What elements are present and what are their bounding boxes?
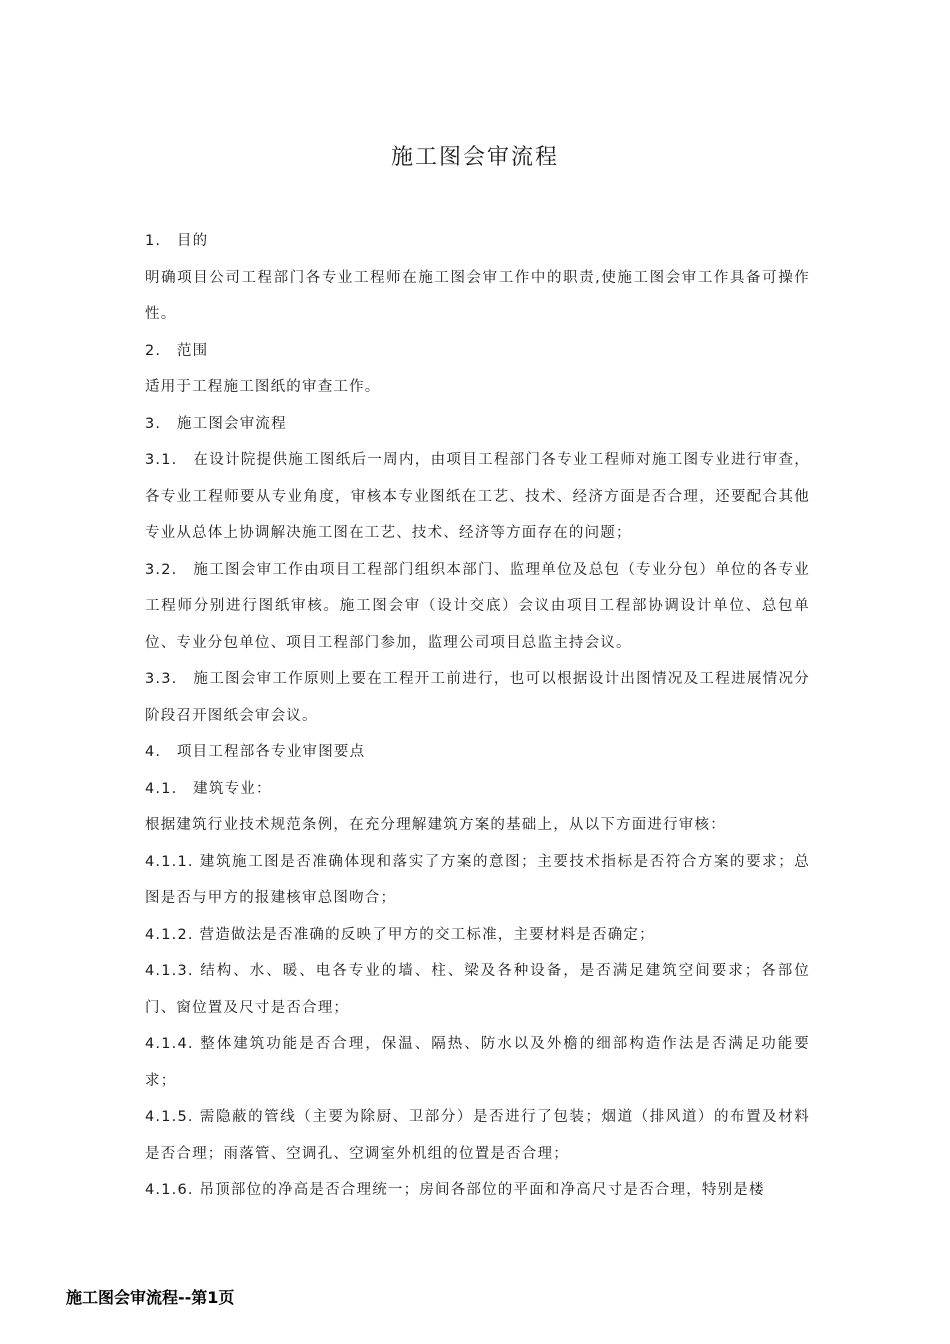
section-heading: 2. 范围 [145, 342, 209, 359]
body-paragraph: 4.1.6. 吊顶部位的净高是否合理统一；房间各部位的平面和净高尺寸是否合理，特别是楼 [145, 1182, 765, 1198]
section-heading: 4. 项目工程部各专业审图要点 [145, 744, 366, 760]
body-paragraph: 4.1.2. 营造做法是否准确的反映了甲方的交工标准，主要材料是否确定； [145, 926, 655, 943]
body-paragraph: 适用于工程施工图纸的审查工作。 [145, 379, 381, 395]
document-body [145, 223, 810, 1209]
body-paragraph: 3.2. 施工图会审工作由项目工程部门组织本部门、监理单位及总包（专业分包）单位的各专业工程师分别进行图纸审核。施工图会审（设计交底）会议由项目工程部协调设计单位、总包单位、专业分包单位、项目工程部门参加，监理公司项目总监主持会议。 [145, 561, 810, 651]
body-paragraph: 4.1.1. 建筑施工图是否准确体现和落实了方案的意图；主要技术指标是否符合方案的要求；总图是否与甲方的报建核审总图吻合； [145, 853, 810, 906]
body-paragraph: 4.1.3. 结构、水、暖、电各专业的墙、柱、梁及各种设备，是否满足建筑空间要求；各部位门、窗位置及尺寸是否合理； [145, 963, 810, 1016]
subsection-heading: 4.1. 建筑专业： [145, 780, 272, 797]
body-paragraph: 根据建筑行业技术规范条例，在充分理解建筑方案的基础上，从以下方面进行审核： [145, 817, 726, 833]
section-heading: 3. 施工图会审流程 [145, 415, 287, 432]
page-footer: 施工图会审流程--第1页 [66, 1288, 235, 1307]
document-title: 施工图会审流程 [390, 145, 559, 170]
body-paragraph: 3.3. 施工图会审工作原则上要在工程开工前进行，也可以根据设计出图情况及工程进展情况分阶段召开图纸会审会议。 [145, 671, 810, 724]
body-paragraph: 3.1. 在设计院提供施工图纸后一周内，由项目工程部门各专业工程师对施工图专业进行审查，各专业工程师要从专业角度，审核本专业图纸在工艺、技术、经济方面是否合理，还要配合其他专业从总体上协调解决施工图在工艺、技术、经济等方面存在的问题； [145, 452, 810, 541]
body-paragraph: 明确项目公司工程部门各专业工程师在施工图会审工作中的职责,使施工图会审工作具备可操作性。 [145, 269, 810, 322]
body-paragraph: 4.1.5. 需隐蔽的管线（主要为除厨、卫部分）是否进行了包装；烟道（排风道）的布置及材料是否合理；雨落管、空调孔、空调室外机组的位置是否合理； [145, 1109, 810, 1162]
body-paragraph: 4.1.4. 整体建筑功能是否合理，保温、隔热、防水以及外檐的细部构造作法是否满足功能要求； [145, 1036, 810, 1089]
section-heading: 1. 目的 [145, 233, 209, 249]
